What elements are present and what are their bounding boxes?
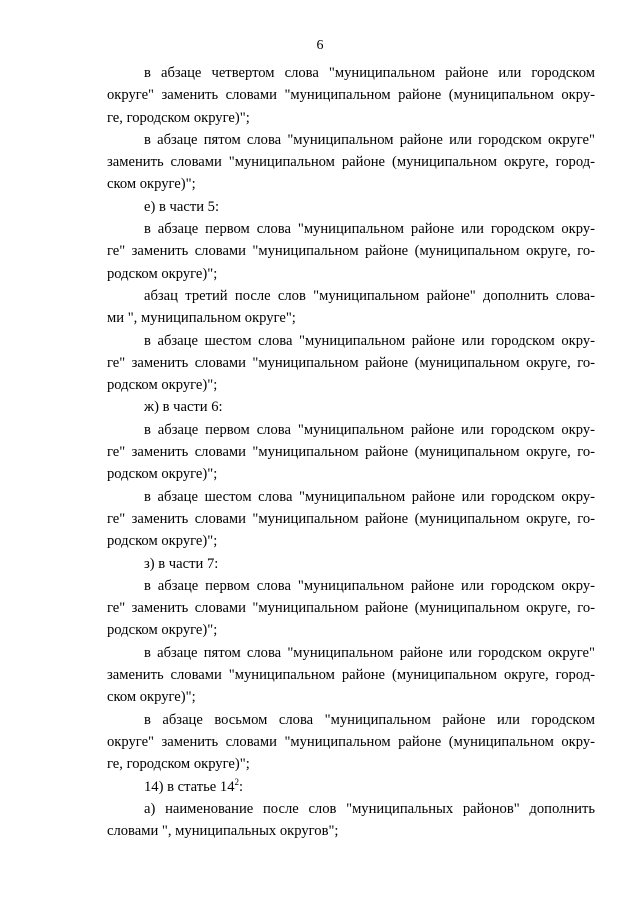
superscript: 2 (234, 776, 240, 787)
text-line (107, 307, 595, 329)
text-line-content: ге" заменить словами "муниципальном районе (муниципальном округе, го- (107, 510, 595, 527)
text-line-content: в абзаце первом слова "муниципальном районе или городском окру- (144, 221, 595, 238)
text-line (107, 553, 595, 575)
text-line-content: ском округе)"; (107, 689, 196, 706)
text-line (107, 374, 595, 396)
text-line-content: в абзаце пятом слова "муниципальном районе или городском округе" (144, 131, 595, 148)
text-line-content: родском округе)"; (107, 466, 218, 483)
text-line-content: заменить словами "муниципальном районе (муниципальном округе, город- (107, 667, 595, 684)
text-line-suffix: : (239, 778, 244, 795)
text-line-content: заменить словами "муниципальном районе (муниципальном округе, город- (107, 154, 595, 171)
text-line-content: е) в части 5: (144, 198, 220, 215)
text-line-content: ге" заменить словами "муниципальном районе (муниципальном округе, го- (107, 600, 595, 617)
text-line (107, 686, 595, 708)
page-number: 6 (316, 38, 324, 53)
text-line-content: в абзаце пятом слова "муниципальном районе или городском округе" (144, 644, 595, 661)
text-line (107, 463, 595, 485)
text-line (107, 285, 595, 307)
text-line-content: в абзаце первом слова "муниципальном районе или городском окру- (144, 577, 595, 594)
text-line-content: родском округе)"; (107, 377, 218, 394)
text-line (107, 575, 595, 597)
text-line-content: родском округе)"; (107, 622, 218, 639)
text-line (107, 597, 595, 619)
text-line (107, 508, 595, 530)
text-line-content: родском округе)"; (107, 533, 218, 550)
text-line-content: в абзаце шестом слова "муниципальном районе или городском окру- (144, 332, 595, 349)
text-line (107, 330, 595, 352)
text-line (107, 709, 595, 731)
text-line (107, 107, 595, 129)
text-line (107, 62, 595, 84)
text-line-content: родском округе)"; (107, 265, 218, 282)
text-line (107, 441, 595, 463)
text-line-content: ми ", муниципальном округе"; (107, 310, 296, 327)
text-line (107, 151, 595, 173)
text-line-content: в абзаце восьмом слова "муниципальном районе или городском (144, 711, 595, 728)
text-line-content: ге" заменить словами "муниципальном районе (муниципальном округе, го- (107, 354, 595, 371)
text-line-content: ге" заменить словами "муниципальном районе (муниципальном округе, го- (107, 444, 595, 461)
text-line-content: округе" заменить словами "муниципальном районе (муниципальном окру- (107, 87, 595, 104)
text-line-content: округе" заменить словами "муниципальном районе (муниципальном окру- (107, 733, 595, 750)
document-body (107, 62, 595, 842)
text-line (107, 530, 595, 552)
text-line-content: ском округе)"; (107, 176, 196, 193)
text-line (107, 486, 595, 508)
text-line (107, 196, 595, 218)
text-line (107, 240, 595, 262)
text-line (107, 731, 595, 753)
text-line (107, 619, 595, 641)
text-line (107, 419, 595, 441)
text-line (107, 84, 595, 106)
text-line-content: в абзаце шестом слова "муниципальном районе или городском окру- (144, 488, 595, 505)
text-line-content: ге, городском округе)"; (107, 756, 250, 773)
text-line (107, 352, 595, 374)
text-line-content: з) в части 7: (144, 555, 219, 572)
text-line-content: в абзаце первом слова "муниципальном районе или городском окру- (144, 421, 595, 438)
text-line-content: ге, городском округе)"; (107, 109, 250, 126)
text-line (107, 396, 595, 418)
text-line-content: в абзаце четвертом слова "муниципальном районе или городском (144, 65, 595, 81)
text-line-content: ге" заменить словами "муниципальном районе (муниципальном округе, го- (107, 243, 595, 260)
text-line (107, 776, 595, 798)
text-line (107, 798, 595, 820)
text-line (107, 129, 595, 151)
text-line-content: ж) в части 6: (144, 399, 223, 416)
text-line (107, 820, 595, 842)
text-line-content: абзац третий после слов "муниципальном районе" дополнить слова- (144, 287, 595, 304)
text-line (107, 218, 595, 240)
text-line-content: 14) в статье 14 (144, 778, 235, 795)
text-line (107, 263, 595, 285)
text-line (107, 642, 595, 664)
text-line-content: словами ", муниципальных округов"; (107, 823, 339, 840)
text-line (107, 664, 595, 686)
text-line (107, 173, 595, 195)
text-line-content: а) наименование после слов "муниципальных районов" дополнить (144, 800, 595, 817)
text-line (107, 753, 595, 775)
